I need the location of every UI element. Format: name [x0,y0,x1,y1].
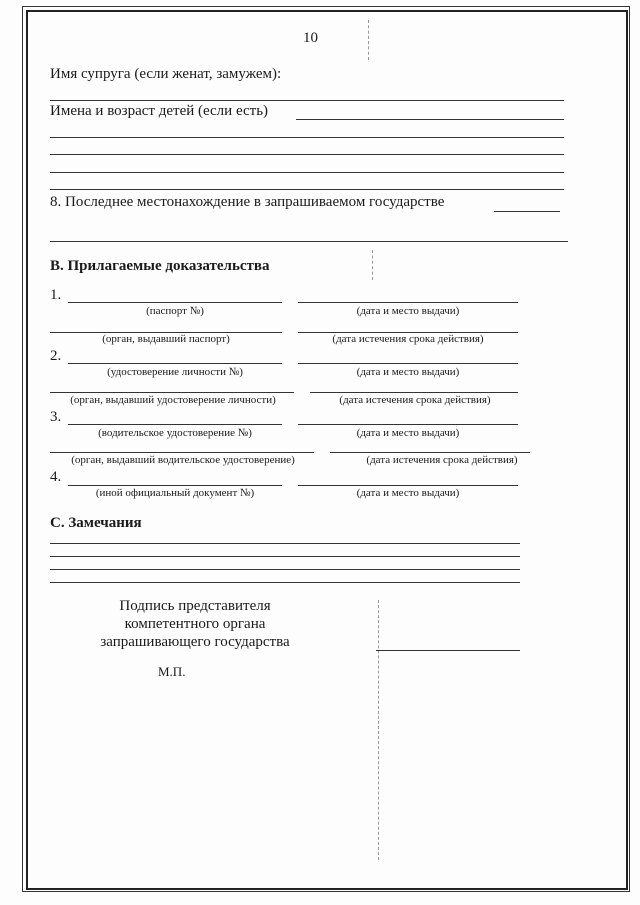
item-number: 4. [50,469,62,485]
other-doc-number-caption: (иной официальный документ №) [95,487,255,499]
section-b-heading: B. Прилагаемые доказательства [50,258,270,274]
passport-date-caption: (дата и место выдачи) [356,305,460,317]
fold-mark [378,600,379,860]
item-number: 1. [50,287,62,303]
last-location-field-line [494,211,560,212]
remarks-line [50,582,520,583]
page-border-inner [26,10,628,890]
passport-date-line [298,302,518,303]
item-number: 2. [50,348,62,364]
children-field-line [50,154,564,155]
spouse-field-line [50,100,564,101]
id-issuer-caption: (орган, выдавший удостоверение личности) [70,394,276,406]
seal-label: М.П. [158,664,186,679]
id-number-caption: (удостоверение личности №) [107,366,243,378]
page-number: 10 [303,30,318,46]
fold-mark [372,250,373,280]
item-number: 3. [50,409,62,425]
id-date-line [298,363,518,364]
passport-issuer-caption: (орган, выдавший паспорт) [102,333,230,345]
remarks-line [50,556,520,557]
license-issuer-caption: (орган, выдавший водительское удостоверение) [71,454,295,466]
last-location-label: 8. Последнее местонахождение в запрашиваемом государстве [50,194,445,210]
section-c-heading: C. Замечания [50,515,142,531]
id-number-line [68,363,282,364]
last-location-field-line [50,241,568,242]
passport-number-caption: (паспорт №) [146,305,204,317]
signature-label-line2: компетентного органа [124,616,266,632]
license-number-caption: (водительское удостоверение №) [98,427,252,439]
other-doc-date-line [298,485,518,486]
children-field-line [50,189,564,190]
signature-label-line3: запрашивающего государства [100,634,290,650]
passport-number-line [68,302,282,303]
id-date-caption: (дата и место выдачи) [356,366,460,378]
passport-expiry-caption: (дата истечения срока действия) [332,333,484,345]
signature-line [376,650,520,651]
remarks-line [50,543,520,544]
signature-label-line1: Подпись представителя [119,598,271,614]
other-doc-number-line [68,485,282,486]
spouse-label: Имя супруга (если женат, замужем): [50,66,282,82]
children-field-line [50,137,564,138]
license-issuer-line [50,452,314,453]
license-date-line [298,424,518,425]
children-label: Имена и возраст детей (если есть) [50,103,269,119]
other-doc-date-caption: (дата и место выдачи) [356,487,460,499]
remarks-line [50,569,520,570]
id-expiry-caption: (дата истечения срока действия) [339,394,491,406]
license-date-caption: (дата и место выдачи) [356,427,460,439]
id-expiry-line [310,392,518,393]
children-field-line [296,119,564,120]
license-expiry-caption: (дата истечения срока действия) [366,454,518,466]
children-field-line [50,172,564,173]
license-number-line [68,424,282,425]
fold-mark [368,20,369,60]
license-expiry-line [330,452,530,453]
id-issuer-line [50,392,294,393]
